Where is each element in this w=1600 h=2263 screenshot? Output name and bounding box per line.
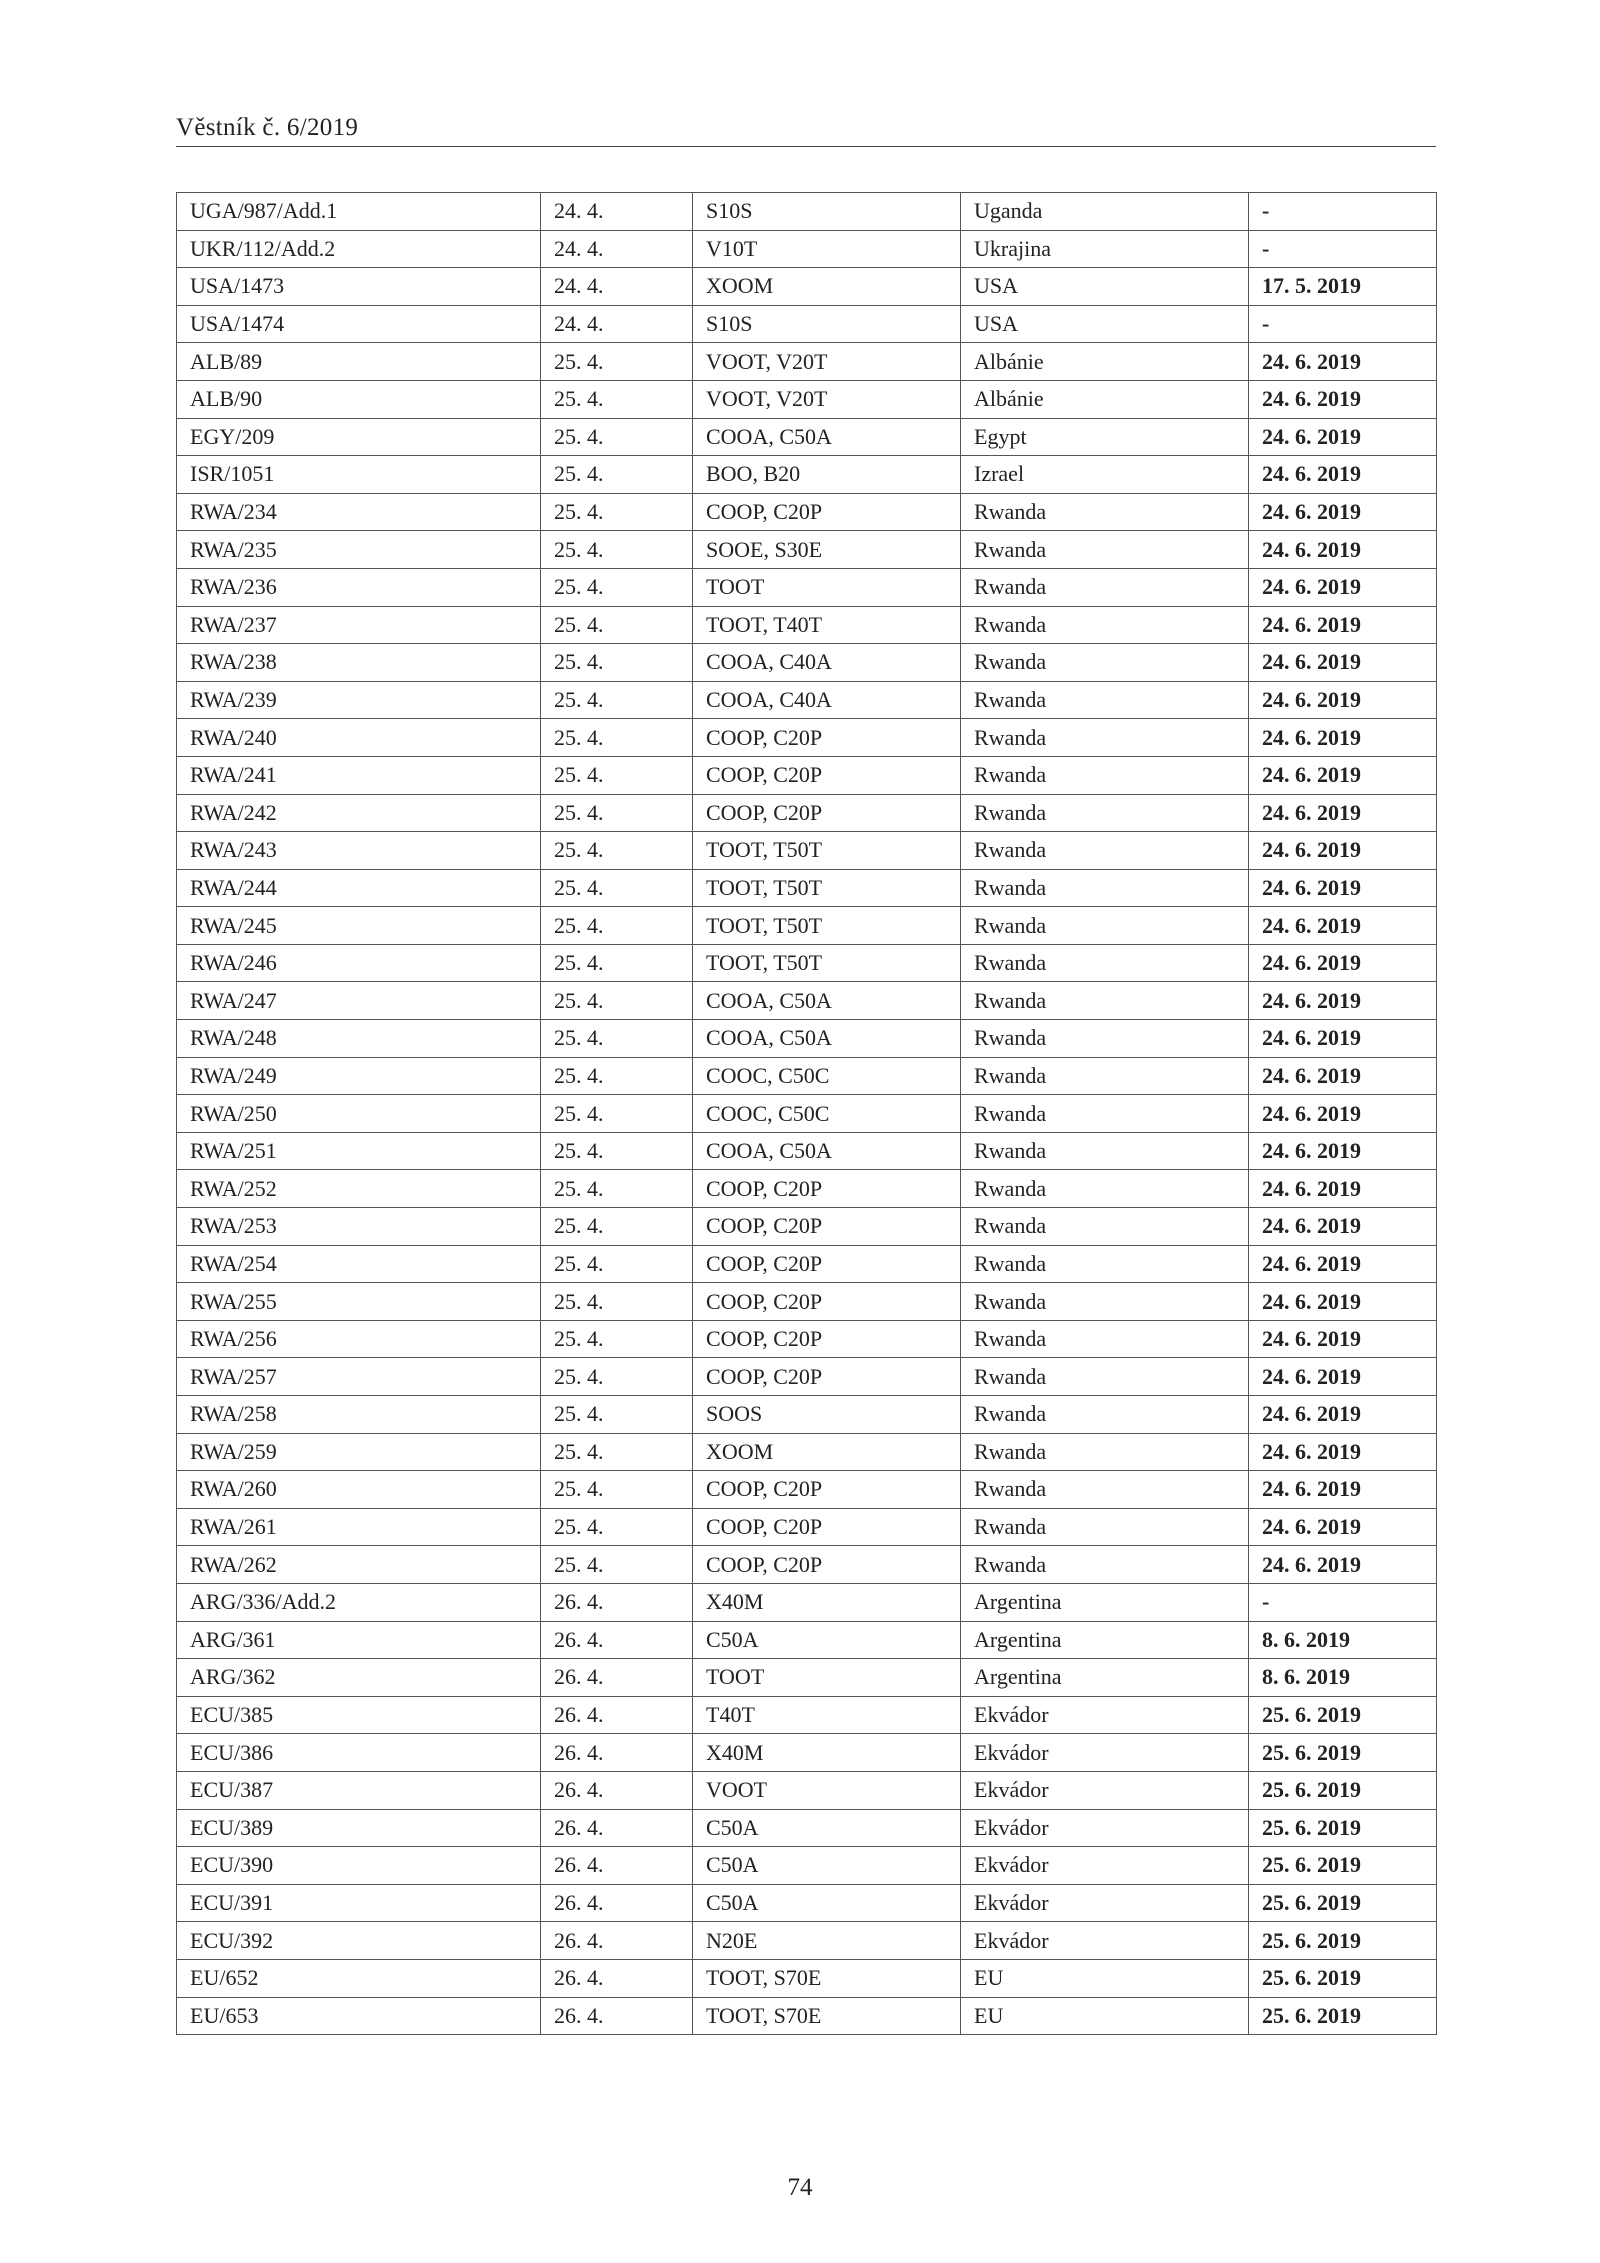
table-row: [177, 1208, 1437, 1246]
table-row: [177, 869, 1437, 907]
cell-country: Rwanda: [961, 756, 1249, 794]
cell-country: Rwanda: [961, 907, 1249, 945]
cell-code: RWA/259: [177, 1433, 541, 1471]
cell-date: 26. 4.: [541, 1583, 693, 1621]
cell-date: 26. 4.: [541, 1997, 693, 2035]
cell-deadline: 24. 6. 2019: [1249, 982, 1437, 1020]
cell-code: RWA/237: [177, 606, 541, 644]
cell-deadline: -: [1249, 193, 1437, 231]
table-row: [177, 1433, 1437, 1471]
cell-country: Rwanda: [961, 1132, 1249, 1170]
cell-country: Rwanda: [961, 1057, 1249, 1095]
cell-code: UGA/987/Add.1: [177, 193, 541, 231]
table-row: [177, 230, 1437, 268]
cell-deadline: 25. 6. 2019: [1249, 1847, 1437, 1885]
cell-code: ARG/361: [177, 1621, 541, 1659]
cell-deadline: 25. 6. 2019: [1249, 1771, 1437, 1809]
cell-category: COOP, C20P: [693, 719, 961, 757]
cell-deadline: 25. 6. 2019: [1249, 1997, 1437, 2035]
cell-category: COOP, C20P: [693, 1358, 961, 1396]
cell-date: 26. 4.: [541, 1659, 693, 1697]
cell-deadline: 25. 6. 2019: [1249, 1809, 1437, 1847]
cell-code: ARG/336/Add.2: [177, 1583, 541, 1621]
table-row: [177, 1959, 1437, 1997]
cell-category: C50A: [693, 1809, 961, 1847]
cell-deadline: 24. 6. 2019: [1249, 1396, 1437, 1434]
page-header: [176, 112, 1436, 147]
cell-code: RWA/261: [177, 1508, 541, 1546]
cell-country: EU: [961, 1997, 1249, 2035]
cell-category: SOOE, S30E: [693, 531, 961, 569]
cell-code: ECU/385: [177, 1696, 541, 1734]
cell-category: COOP, C20P: [693, 794, 961, 832]
cell-code: RWA/256: [177, 1320, 541, 1358]
table-row: [177, 1508, 1437, 1546]
cell-code: RWA/260: [177, 1471, 541, 1509]
cell-code: RWA/238: [177, 644, 541, 682]
cell-date: 25. 4.: [541, 1132, 693, 1170]
cell-deadline: 24. 6. 2019: [1249, 531, 1437, 569]
notification-table: [176, 192, 1437, 2035]
cell-country: Rwanda: [961, 1358, 1249, 1396]
cell-date: 24. 4.: [541, 268, 693, 306]
table-row: [177, 1020, 1437, 1058]
cell-deadline: 24. 6. 2019: [1249, 1132, 1437, 1170]
cell-country: Rwanda: [961, 606, 1249, 644]
cell-date: 26. 4.: [541, 1809, 693, 1847]
cell-date: 25. 4.: [541, 418, 693, 456]
cell-deadline: 25. 6. 2019: [1249, 1959, 1437, 1997]
cell-country: Rwanda: [961, 982, 1249, 1020]
cell-country: Rwanda: [961, 681, 1249, 719]
cell-code: EGY/209: [177, 418, 541, 456]
cell-date: 25. 4.: [541, 1471, 693, 1509]
cell-country: Argentina: [961, 1583, 1249, 1621]
cell-code: RWA/244: [177, 869, 541, 907]
table-row: [177, 380, 1437, 418]
cell-code: RWA/236: [177, 568, 541, 606]
cell-deadline: 24. 6. 2019: [1249, 719, 1437, 757]
cell-code: USA/1473: [177, 268, 541, 306]
cell-code: ALB/89: [177, 343, 541, 381]
table-row: [177, 1245, 1437, 1283]
cell-date: 25. 4.: [541, 606, 693, 644]
cell-deadline: 24. 6. 2019: [1249, 456, 1437, 494]
cell-country: Rwanda: [961, 1546, 1249, 1584]
cell-country: Ekvádor: [961, 1847, 1249, 1885]
table-row: [177, 1132, 1437, 1170]
table-row: [177, 456, 1437, 494]
cell-deadline: 24. 6. 2019: [1249, 756, 1437, 794]
cell-date: 25. 4.: [541, 907, 693, 945]
table-row: [177, 193, 1437, 231]
cell-deadline: 24. 6. 2019: [1249, 794, 1437, 832]
cell-code: ALB/90: [177, 380, 541, 418]
cell-category: COOC, C50C: [693, 1057, 961, 1095]
cell-category: TOOT, T50T: [693, 832, 961, 870]
cell-category: TOOT: [693, 568, 961, 606]
cell-category: V10T: [693, 230, 961, 268]
cell-category: XOOM: [693, 1433, 961, 1471]
cell-category: COOP, C20P: [693, 1283, 961, 1321]
cell-code: EU/652: [177, 1959, 541, 1997]
cell-date: 24. 4.: [541, 230, 693, 268]
cell-category: COOA, C40A: [693, 681, 961, 719]
table-row: [177, 493, 1437, 531]
cell-date: 25. 4.: [541, 1546, 693, 1584]
table-row: [177, 944, 1437, 982]
cell-deadline: 25. 6. 2019: [1249, 1922, 1437, 1960]
cell-code: RWA/245: [177, 907, 541, 945]
cell-deadline: 24. 6. 2019: [1249, 644, 1437, 682]
table-row: [177, 1283, 1437, 1321]
cell-code: RWA/257: [177, 1358, 541, 1396]
cell-country: Rwanda: [961, 1245, 1249, 1283]
cell-country: Rwanda: [961, 1208, 1249, 1246]
table-row: [177, 1396, 1437, 1434]
cell-country: Rwanda: [961, 944, 1249, 982]
cell-date: 25. 4.: [541, 343, 693, 381]
table-row: [177, 1057, 1437, 1095]
table-row: [177, 1095, 1437, 1133]
table-body: [177, 193, 1437, 2035]
cell-deadline: 24. 6. 2019: [1249, 1208, 1437, 1246]
cell-date: 26. 4.: [541, 1922, 693, 1960]
cell-deadline: 24. 6. 2019: [1249, 1546, 1437, 1584]
cell-category: COOA, C50A: [693, 1020, 961, 1058]
cell-code: USA/1474: [177, 305, 541, 343]
cell-date: 25. 4.: [541, 1245, 693, 1283]
cell-deadline: 24. 6. 2019: [1249, 1358, 1437, 1396]
cell-category: TOOT, S70E: [693, 1997, 961, 2035]
cell-date: 25. 4.: [541, 982, 693, 1020]
cell-date: 25. 4.: [541, 1396, 693, 1434]
cell-category: COOP, C20P: [693, 1320, 961, 1358]
cell-date: 25. 4.: [541, 1433, 693, 1471]
cell-deadline: -: [1249, 1583, 1437, 1621]
table-row: [177, 719, 1437, 757]
cell-deadline: -: [1249, 230, 1437, 268]
cell-country: Ekvádor: [961, 1771, 1249, 1809]
table-row: [177, 681, 1437, 719]
cell-category: COOP, C20P: [693, 1170, 961, 1208]
cell-code: RWA/242: [177, 794, 541, 832]
cell-date: 25. 4.: [541, 1358, 693, 1396]
cell-code: RWA/250: [177, 1095, 541, 1133]
cell-category: COOP, C20P: [693, 1471, 961, 1509]
cell-deadline: 24. 6. 2019: [1249, 1508, 1437, 1546]
cell-code: ECU/389: [177, 1809, 541, 1847]
cell-date: 25. 4.: [541, 869, 693, 907]
table-row: [177, 1583, 1437, 1621]
cell-code: ECU/387: [177, 1771, 541, 1809]
cell-deadline: 24. 6. 2019: [1249, 1170, 1437, 1208]
cell-category: COOC, C50C: [693, 1095, 961, 1133]
cell-code: UKR/112/Add.2: [177, 230, 541, 268]
cell-category: C50A: [693, 1847, 961, 1885]
table-row: [177, 1358, 1437, 1396]
cell-code: RWA/253: [177, 1208, 541, 1246]
table-row: [177, 1771, 1437, 1809]
table-row: [177, 1997, 1437, 2035]
cell-code: RWA/240: [177, 719, 541, 757]
cell-deadline: 8. 6. 2019: [1249, 1659, 1437, 1697]
cell-category: SOOS: [693, 1396, 961, 1434]
cell-deadline: 17. 5. 2019: [1249, 268, 1437, 306]
cell-country: Rwanda: [961, 1020, 1249, 1058]
cell-category: S10S: [693, 193, 961, 231]
cell-country: Argentina: [961, 1659, 1249, 1697]
cell-country: Rwanda: [961, 1170, 1249, 1208]
cell-date: 24. 4.: [541, 305, 693, 343]
cell-category: COOP, C20P: [693, 1546, 961, 1584]
cell-country: Ekvádor: [961, 1922, 1249, 1960]
cell-date: 25. 4.: [541, 1320, 693, 1358]
table-row: [177, 1320, 1437, 1358]
cell-deadline: 24. 6. 2019: [1249, 380, 1437, 418]
cell-date: 25. 4.: [541, 1020, 693, 1058]
cell-country: Rwanda: [961, 1095, 1249, 1133]
cell-category: C50A: [693, 1884, 961, 1922]
cell-code: RWA/262: [177, 1546, 541, 1584]
cell-category: N20E: [693, 1922, 961, 1960]
cell-category: TOOT, S70E: [693, 1959, 961, 1997]
cell-country: Rwanda: [961, 1471, 1249, 1509]
cell-deadline: 25. 6. 2019: [1249, 1734, 1437, 1772]
cell-country: Albánie: [961, 380, 1249, 418]
cell-category: COOA, C50A: [693, 418, 961, 456]
cell-deadline: 24. 6. 2019: [1249, 944, 1437, 982]
table-row: [177, 644, 1437, 682]
cell-deadline: 8. 6. 2019: [1249, 1621, 1437, 1659]
cell-deadline: 25. 6. 2019: [1249, 1696, 1437, 1734]
cell-country: Rwanda: [961, 1508, 1249, 1546]
cell-deadline: 24. 6. 2019: [1249, 418, 1437, 456]
cell-date: 25. 4.: [541, 456, 693, 494]
table-row: [177, 1170, 1437, 1208]
cell-country: USA: [961, 268, 1249, 306]
cell-deadline: 24. 6. 2019: [1249, 606, 1437, 644]
cell-date: 25. 4.: [541, 380, 693, 418]
cell-category: VOOT, V20T: [693, 343, 961, 381]
cell-category: TOOT: [693, 1659, 961, 1697]
table-row: [177, 832, 1437, 870]
table-row: [177, 794, 1437, 832]
cell-code: RWA/254: [177, 1245, 541, 1283]
table-row: [177, 343, 1437, 381]
cell-category: S10S: [693, 305, 961, 343]
cell-category: COOA, C50A: [693, 982, 961, 1020]
cell-code: RWA/249: [177, 1057, 541, 1095]
cell-deadline: 24. 6. 2019: [1249, 832, 1437, 870]
cell-country: Rwanda: [961, 644, 1249, 682]
cell-deadline: 24. 6. 2019: [1249, 1320, 1437, 1358]
cell-deadline: 24. 6. 2019: [1249, 568, 1437, 606]
cell-code: RWA/235: [177, 531, 541, 569]
table-row: [177, 606, 1437, 644]
table-row: [177, 1847, 1437, 1885]
cell-deadline: 24. 6. 2019: [1249, 907, 1437, 945]
table-row: [177, 1809, 1437, 1847]
cell-code: RWA/258: [177, 1396, 541, 1434]
cell-country: Ukrajina: [961, 230, 1249, 268]
table-row: [177, 268, 1437, 306]
cell-date: 25. 4.: [541, 1508, 693, 1546]
cell-category: BOO, B20: [693, 456, 961, 494]
cell-country: Rwanda: [961, 794, 1249, 832]
cell-country: Rwanda: [961, 719, 1249, 757]
cell-date: 25. 4.: [541, 832, 693, 870]
cell-date: 25. 4.: [541, 1095, 693, 1133]
cell-date: 26. 4.: [541, 1696, 693, 1734]
cell-country: Rwanda: [961, 869, 1249, 907]
cell-category: COOP, C20P: [693, 1508, 961, 1546]
cell-category: TOOT, T50T: [693, 907, 961, 945]
cell-country: Ekvádor: [961, 1884, 1249, 1922]
cell-deadline: 24. 6. 2019: [1249, 1433, 1437, 1471]
table-row: [177, 1621, 1437, 1659]
cell-deadline: 24. 6. 2019: [1249, 681, 1437, 719]
cell-country: Rwanda: [961, 568, 1249, 606]
cell-deadline: 24. 6. 2019: [1249, 869, 1437, 907]
cell-category: XOOM: [693, 268, 961, 306]
cell-code: RWA/243: [177, 832, 541, 870]
cell-country: Rwanda: [961, 531, 1249, 569]
cell-category: VOOT: [693, 1771, 961, 1809]
table-row: [177, 1696, 1437, 1734]
cell-country: Izrael: [961, 456, 1249, 494]
cell-category: X40M: [693, 1734, 961, 1772]
cell-code: ISR/1051: [177, 456, 541, 494]
cell-deadline: 24. 6. 2019: [1249, 1057, 1437, 1095]
cell-date: 26. 4.: [541, 1884, 693, 1922]
cell-date: 26. 4.: [541, 1734, 693, 1772]
cell-category: COOP, C20P: [693, 1245, 961, 1283]
cell-code: RWA/241: [177, 756, 541, 794]
cell-country: Rwanda: [961, 1283, 1249, 1321]
cell-date: 25. 4.: [541, 794, 693, 832]
cell-category: TOOT, T40T: [693, 606, 961, 644]
cell-country: Rwanda: [961, 1433, 1249, 1471]
table-row: [177, 305, 1437, 343]
cell-category: COOP, C20P: [693, 493, 961, 531]
cell-date: 26. 4.: [541, 1959, 693, 1997]
cell-deadline: 24. 6. 2019: [1249, 493, 1437, 531]
cell-category: COOA, C40A: [693, 644, 961, 682]
cell-country: Rwanda: [961, 1396, 1249, 1434]
cell-code: RWA/252: [177, 1170, 541, 1208]
cell-country: Rwanda: [961, 1320, 1249, 1358]
cell-deadline: 24. 6. 2019: [1249, 1471, 1437, 1509]
table-row: [177, 982, 1437, 1020]
cell-date: 24. 4.: [541, 193, 693, 231]
cell-date: 25. 4.: [541, 719, 693, 757]
cell-date: 25. 4.: [541, 568, 693, 606]
cell-country: Egypt: [961, 418, 1249, 456]
cell-date: 25. 4.: [541, 756, 693, 794]
cell-country: Albánie: [961, 343, 1249, 381]
cell-code: ARG/362: [177, 1659, 541, 1697]
cell-date: 25. 4.: [541, 493, 693, 531]
cell-category: X40M: [693, 1583, 961, 1621]
cell-deadline: 24. 6. 2019: [1249, 1283, 1437, 1321]
table-row: [177, 568, 1437, 606]
cell-country: Rwanda: [961, 832, 1249, 870]
cell-category: VOOT, V20T: [693, 380, 961, 418]
table-row: [177, 756, 1437, 794]
table-row: [177, 1884, 1437, 1922]
cell-date: 25. 4.: [541, 531, 693, 569]
cell-category: COOP, C20P: [693, 756, 961, 794]
cell-country: Uganda: [961, 193, 1249, 231]
cell-date: 25. 4.: [541, 944, 693, 982]
cell-deadline: 24. 6. 2019: [1249, 1245, 1437, 1283]
cell-code: RWA/239: [177, 681, 541, 719]
cell-code: RWA/251: [177, 1132, 541, 1170]
cell-deadline: 24. 6. 2019: [1249, 343, 1437, 381]
journal-title: Věstník č. 6/2019: [176, 114, 359, 141]
cell-date: 26. 4.: [541, 1621, 693, 1659]
cell-country: Rwanda: [961, 493, 1249, 531]
cell-country: Ekvádor: [961, 1734, 1249, 1772]
cell-code: RWA/255: [177, 1283, 541, 1321]
cell-country: Ekvádor: [961, 1696, 1249, 1734]
cell-code: RWA/246: [177, 944, 541, 982]
cell-country: Ekvádor: [961, 1809, 1249, 1847]
cell-code: RWA/248: [177, 1020, 541, 1058]
cell-category: TOOT, T50T: [693, 944, 961, 982]
cell-country: USA: [961, 305, 1249, 343]
cell-category: T40T: [693, 1696, 961, 1734]
table-row: [177, 1922, 1437, 1960]
cell-code: EU/653: [177, 1997, 541, 2035]
table-row: [177, 1659, 1437, 1697]
cell-category: COOA, C50A: [693, 1132, 961, 1170]
table-row: [177, 1546, 1437, 1584]
table-row: [177, 531, 1437, 569]
cell-category: COOP, C20P: [693, 1208, 961, 1246]
cell-code: ECU/390: [177, 1847, 541, 1885]
cell-deadline: 25. 6. 2019: [1249, 1884, 1437, 1922]
cell-code: RWA/234: [177, 493, 541, 531]
table-row: [177, 1734, 1437, 1772]
cell-code: ECU/391: [177, 1884, 541, 1922]
cell-date: 25. 4.: [541, 681, 693, 719]
cell-date: 26. 4.: [541, 1771, 693, 1809]
cell-code: RWA/247: [177, 982, 541, 1020]
cell-date: 25. 4.: [541, 1057, 693, 1095]
cell-date: 25. 4.: [541, 1208, 693, 1246]
cell-date: 25. 4.: [541, 1170, 693, 1208]
table-row: [177, 1471, 1437, 1509]
cell-date: 25. 4.: [541, 1283, 693, 1321]
cell-country: EU: [961, 1959, 1249, 1997]
cell-deadline: -: [1249, 305, 1437, 343]
page-number: 74: [787, 2174, 813, 2201]
cell-country: Argentina: [961, 1621, 1249, 1659]
cell-code: ECU/392: [177, 1922, 541, 1960]
table-row: [177, 907, 1437, 945]
cell-category: TOOT, T50T: [693, 869, 961, 907]
cell-deadline: 24. 6. 2019: [1249, 1095, 1437, 1133]
cell-deadline: 24. 6. 2019: [1249, 1020, 1437, 1058]
cell-date: 26. 4.: [541, 1847, 693, 1885]
cell-code: ECU/386: [177, 1734, 541, 1772]
cell-category: C50A: [693, 1621, 961, 1659]
table-row: [177, 418, 1437, 456]
cell-date: 25. 4.: [541, 644, 693, 682]
